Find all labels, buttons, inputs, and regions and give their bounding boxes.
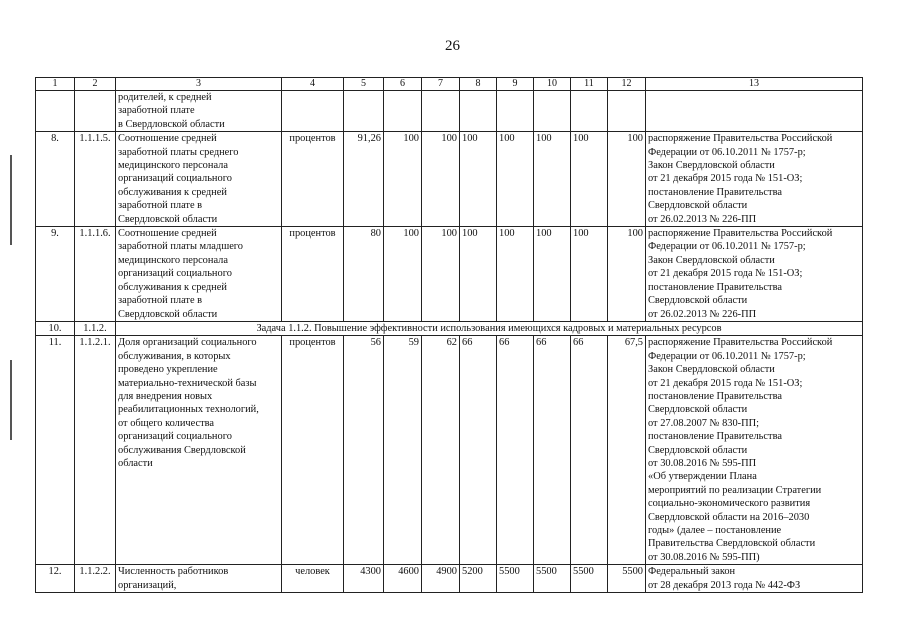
indicator-name-line: в Свердловской области [118,118,225,130]
table-row [36,565,863,593]
source-reference [646,91,863,132]
column-header: 12 [608,78,646,91]
source-reference-line: от 21 декабря 2015 года № 151-ОЗ; [648,268,803,280]
row-code [75,91,116,132]
table-row [36,227,863,322]
indicator-name-line: организаций социального [118,268,232,280]
source-reference-line: Федеральный закон [648,566,736,578]
source-reference-line: от 26.02.2013 № 226-ПП [648,308,757,320]
indicator-name-line: организаций, [118,579,177,591]
source-reference-line: годы» (далее – постановление [648,525,782,536]
table-row [36,91,863,132]
indicator-name-line: обслуживания, в которых [118,350,231,362]
scan-edge-mark [10,155,12,245]
indicator-name-line: заработной плате в [118,295,203,307]
source-reference [646,336,863,565]
column-header: 13 [646,78,863,91]
value-cell: 100 [571,132,608,227]
task-heading: Задача 1.1.2. Повышение эффективности использования имеющихся кадровых и материальных ресурсов [116,321,863,335]
value-cell: 66 [497,336,534,565]
row-code: 1.1.2.1. [75,336,116,565]
column-header: 3 [116,78,282,91]
value-cell: 66 [534,336,571,565]
column-header: 2 [75,78,116,91]
indicator-name-line: организаций социального [118,173,232,185]
indicator-name [116,565,282,593]
table-row [36,336,863,565]
value-cell: 100 [608,132,646,227]
table-row [36,321,863,335]
value-cell: 59 [384,336,422,565]
source-reference-line: от 26.02.2013 № 226-ПП [648,213,757,225]
column-header: 6 [384,78,422,91]
value-cell: 56 [344,336,384,565]
value-cell [460,91,497,132]
value-cell: 5200 [460,565,497,593]
indicator-name-line: материально-технической базы [118,377,257,389]
value-cell [384,91,422,132]
column-header: 10 [534,78,571,91]
source-reference-line: «Об утверждении Плана [648,471,757,483]
indicator-name-line: проведено укрепление [118,364,218,376]
source-reference [646,565,863,593]
indicator-name-line: Доля организаций социального [118,337,257,349]
indicator-name-line: родителей, к средней [118,92,212,103]
indicator-name-line: Свердловской области [118,213,218,225]
value-cell: 66 [460,336,497,565]
value-cell: 91,26 [344,132,384,227]
indicator-name-line: обслуживания к средней [118,186,227,198]
value-cell [534,91,571,132]
source-reference-line: Закон Свердловской области [648,364,775,376]
indicator-name [116,132,282,227]
indicator-name [116,227,282,322]
row-number: 12. [36,565,75,593]
value-cell: 100 [534,132,571,227]
value-cell: 4900 [422,565,460,593]
value-cell: 100 [422,227,460,322]
source-reference-line: Свердловской области [648,295,748,307]
indicator-name-line: для внедрения новых [118,390,213,402]
source-reference [646,227,863,322]
column-header: 4 [282,78,344,91]
value-cell: 62 [422,336,460,565]
indicators-table [35,77,863,593]
value-cell: 4300 [344,565,384,593]
source-reference-line: от 30.08.2016 № 595-ПП) [648,551,760,563]
indicator-name-line: реабилитационных технологий, [118,404,259,416]
source-reference-line: мероприятий по реализации Стратегии [648,484,822,496]
indicator-name-line: медицинского персонала [118,254,228,266]
source-reference-line: от 27.08.2007 № 830-ПП; [648,417,760,429]
table-row [36,132,863,227]
source-reference-line: постановление Правительства [648,390,782,402]
source-reference-line: от 21 декабря 2015 года № 151-ОЗ; [648,173,803,185]
unit: процентов [282,132,344,227]
source-reference-line: Свердловской области [648,200,748,212]
value-cell: 67,5 [608,336,646,565]
value-cell: 4600 [384,565,422,593]
source-reference-line: постановление Правительства [648,431,782,443]
value-cell: 100 [460,227,497,322]
row-number: 11. [36,336,75,565]
unit: человек [282,565,344,593]
column-header: 11 [571,78,608,91]
scan-edge-mark [10,360,12,440]
value-cell: 100 [571,227,608,322]
source-reference [646,132,863,227]
indicator-name-line: медицинского персонала [118,160,228,172]
unit: процентов [282,227,344,322]
row-number [36,91,75,132]
row-number: 9. [36,227,75,322]
row-code: 1.1.2.2. [75,565,116,593]
indicator-name-line: заработной платы младшего [118,241,244,253]
value-cell: 100 [534,227,571,322]
source-reference-line: Правительства Свердловской области [648,538,816,550]
indicator-name-line: от общего количества [118,417,215,429]
value-cell: 100 [384,227,422,322]
value-cell [422,91,460,132]
source-reference-line: постановление Правительства [648,281,782,293]
column-header: 8 [460,78,497,91]
indicator-name-line: обслуживания к средней [118,281,227,293]
value-cell: 5500 [497,565,534,593]
value-cell: 80 [344,227,384,322]
header-row [36,78,863,91]
value-cell: 100 [460,132,497,227]
indicator-name-line: заработной платы среднего [118,146,239,158]
column-header: 1 [36,78,75,91]
source-reference-line: Свердловской области на 2016–2030 [648,511,810,523]
value-cell [344,91,384,132]
source-reference-line: Федерации от 06.10.2011 № 1757-р; [648,350,806,362]
source-reference-line: Закон Свердловской области [648,160,775,172]
indicator-name-line: Соотношение средней [118,228,217,240]
page-number: 26 [445,38,460,54]
source-reference-line: распоряжение Правительства Российской [648,228,833,240]
indicator-name-line: заработной плате [118,105,195,117]
value-cell: 5500 [534,565,571,593]
value-cell: 100 [497,132,534,227]
value-cell [571,91,608,132]
value-cell: 100 [422,132,460,227]
column-header: 7 [422,78,460,91]
column-header: 9 [497,78,534,91]
row-code: 1.1.1.5. [75,132,116,227]
indicator-name-line: заработной плате в [118,200,203,212]
indicator-name [116,91,282,132]
indicator-name [116,336,282,565]
value-cell: 100 [608,227,646,322]
unit: процентов [282,336,344,565]
row-code: 1.1.1.6. [75,227,116,322]
unit [282,91,344,132]
row-number: 8. [36,132,75,227]
source-reference-line: социально-экономического развития [648,498,811,510]
value-cell: 5500 [571,565,608,593]
source-reference-line: от 28 декабря 2013 года № 442-ФЗ [648,579,801,591]
source-reference-line: Свердловской области [648,444,748,456]
value-cell [497,91,534,132]
source-reference-line: Федерации от 06.10.2011 № 1757-р; [648,241,806,253]
value-cell [608,91,646,132]
row-code: 1.1.2. [75,321,116,335]
source-reference-line: распоряжение Правительства Российской [648,337,833,349]
column-header: 5 [344,78,384,91]
indicator-name-line: обслуживания Свердловской [118,444,246,456]
source-reference-line: распоряжение Правительства Российской [648,133,833,145]
source-reference-line: от 30.08.2016 № 595-ПП [648,457,757,469]
indicator-name-line: области [118,457,153,469]
value-cell: 66 [571,336,608,565]
source-reference-line: постановление Правительства [648,186,782,198]
indicator-name-line: Соотношение средней [118,133,217,145]
source-reference-line: Свердловской области [648,404,748,416]
indicator-name-line: организаций социального [118,431,232,443]
indicator-name-line: Численность работников [118,566,229,578]
value-cell: 5500 [608,565,646,593]
source-reference-line: Закон Свердловской области [648,254,775,266]
row-number: 10. [36,321,75,335]
value-cell: 100 [497,227,534,322]
source-reference-line: Федерации от 06.10.2011 № 1757-р; [648,146,806,158]
source-reference-line: от 21 декабря 2015 года № 151-ОЗ; [648,377,803,389]
value-cell: 100 [384,132,422,227]
indicator-name-line: Свердловской области [118,308,218,320]
